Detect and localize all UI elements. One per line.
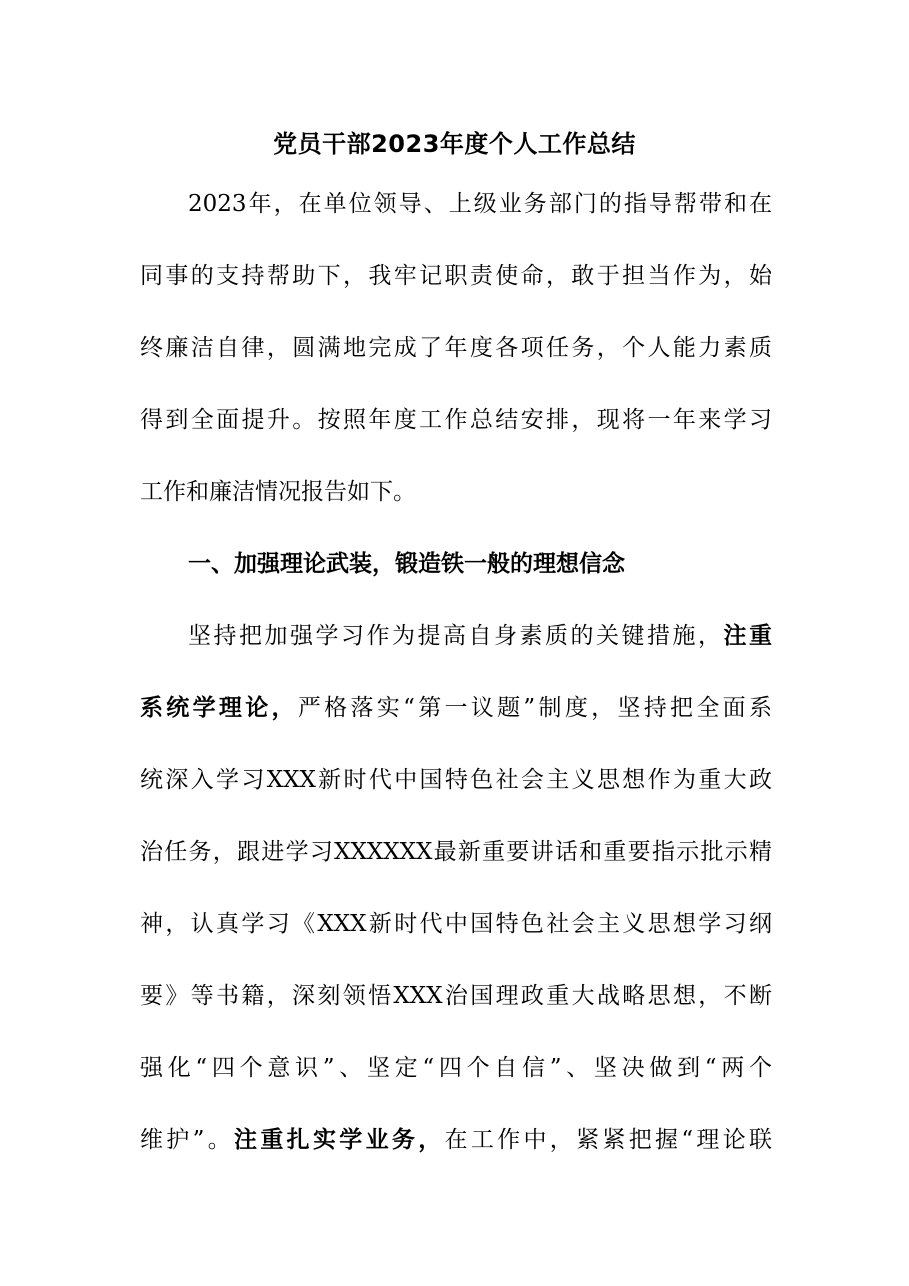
paragraph-line: 统深入学习XXX新时代中国特色社会主义思想作为重大政 <box>140 767 772 793</box>
paragraph-line: 2023年，在单位领导、上级业务部门的指导帮带和在 <box>188 191 772 217</box>
paragraph-line: 治任务，跟进学习XXXXXX最新重要讲话和重要指示批示精 <box>140 839 772 865</box>
paragraph-line: 终廉洁自律，圆满地完成了年度各项任务，个人能力素质 <box>140 335 772 361</box>
text-run: 维护”。 <box>140 1127 235 1153</box>
paragraph-line <box>140 672 772 744</box>
paragraph-line: 得到全面提升。按照年度工作总结安排，现将一年来学习 <box>140 407 772 433</box>
document-title: 党员干部2023年度个人工作总结 <box>273 130 636 158</box>
paragraph-line <box>140 600 772 672</box>
paragraph-line: 同事的支持帮助下，我牢记职责使命，敢于担当作为，始 <box>140 263 772 289</box>
bold-text-run: 注重 <box>723 623 772 649</box>
paragraph-line: 强化“四个意识”、坚定“四个自信”、坚决做到“两个 <box>140 1055 772 1081</box>
document-body <box>140 168 772 1176</box>
bold-text-run: 注重扎实学业务， <box>234 1127 445 1153</box>
text-run: 严格落实“第一议题”制度，坚持把全面系 <box>297 695 772 721</box>
bold-text-run: 系统学理论， <box>140 695 298 721</box>
paragraph-line: 要》等书籍，深刻领悟XXX治国理政重大战略思想，不断 <box>140 983 772 1009</box>
paragraph-line: 神，认真学习《XXX新时代中国特色社会主义思想学习纲 <box>140 911 772 937</box>
paragraph-line: 工作和廉洁情况报告如下。 <box>140 479 416 505</box>
paragraph-line <box>140 1104 772 1176</box>
text-run: 坚持把加强学习作为提高自身素质的关键措施， <box>188 623 724 649</box>
text-run: 在工作中，紧紧把握“理论联 <box>444 1127 772 1153</box>
section-heading: 一、加强理论武装，锻造铁一般的理想信念 <box>188 551 625 577</box>
